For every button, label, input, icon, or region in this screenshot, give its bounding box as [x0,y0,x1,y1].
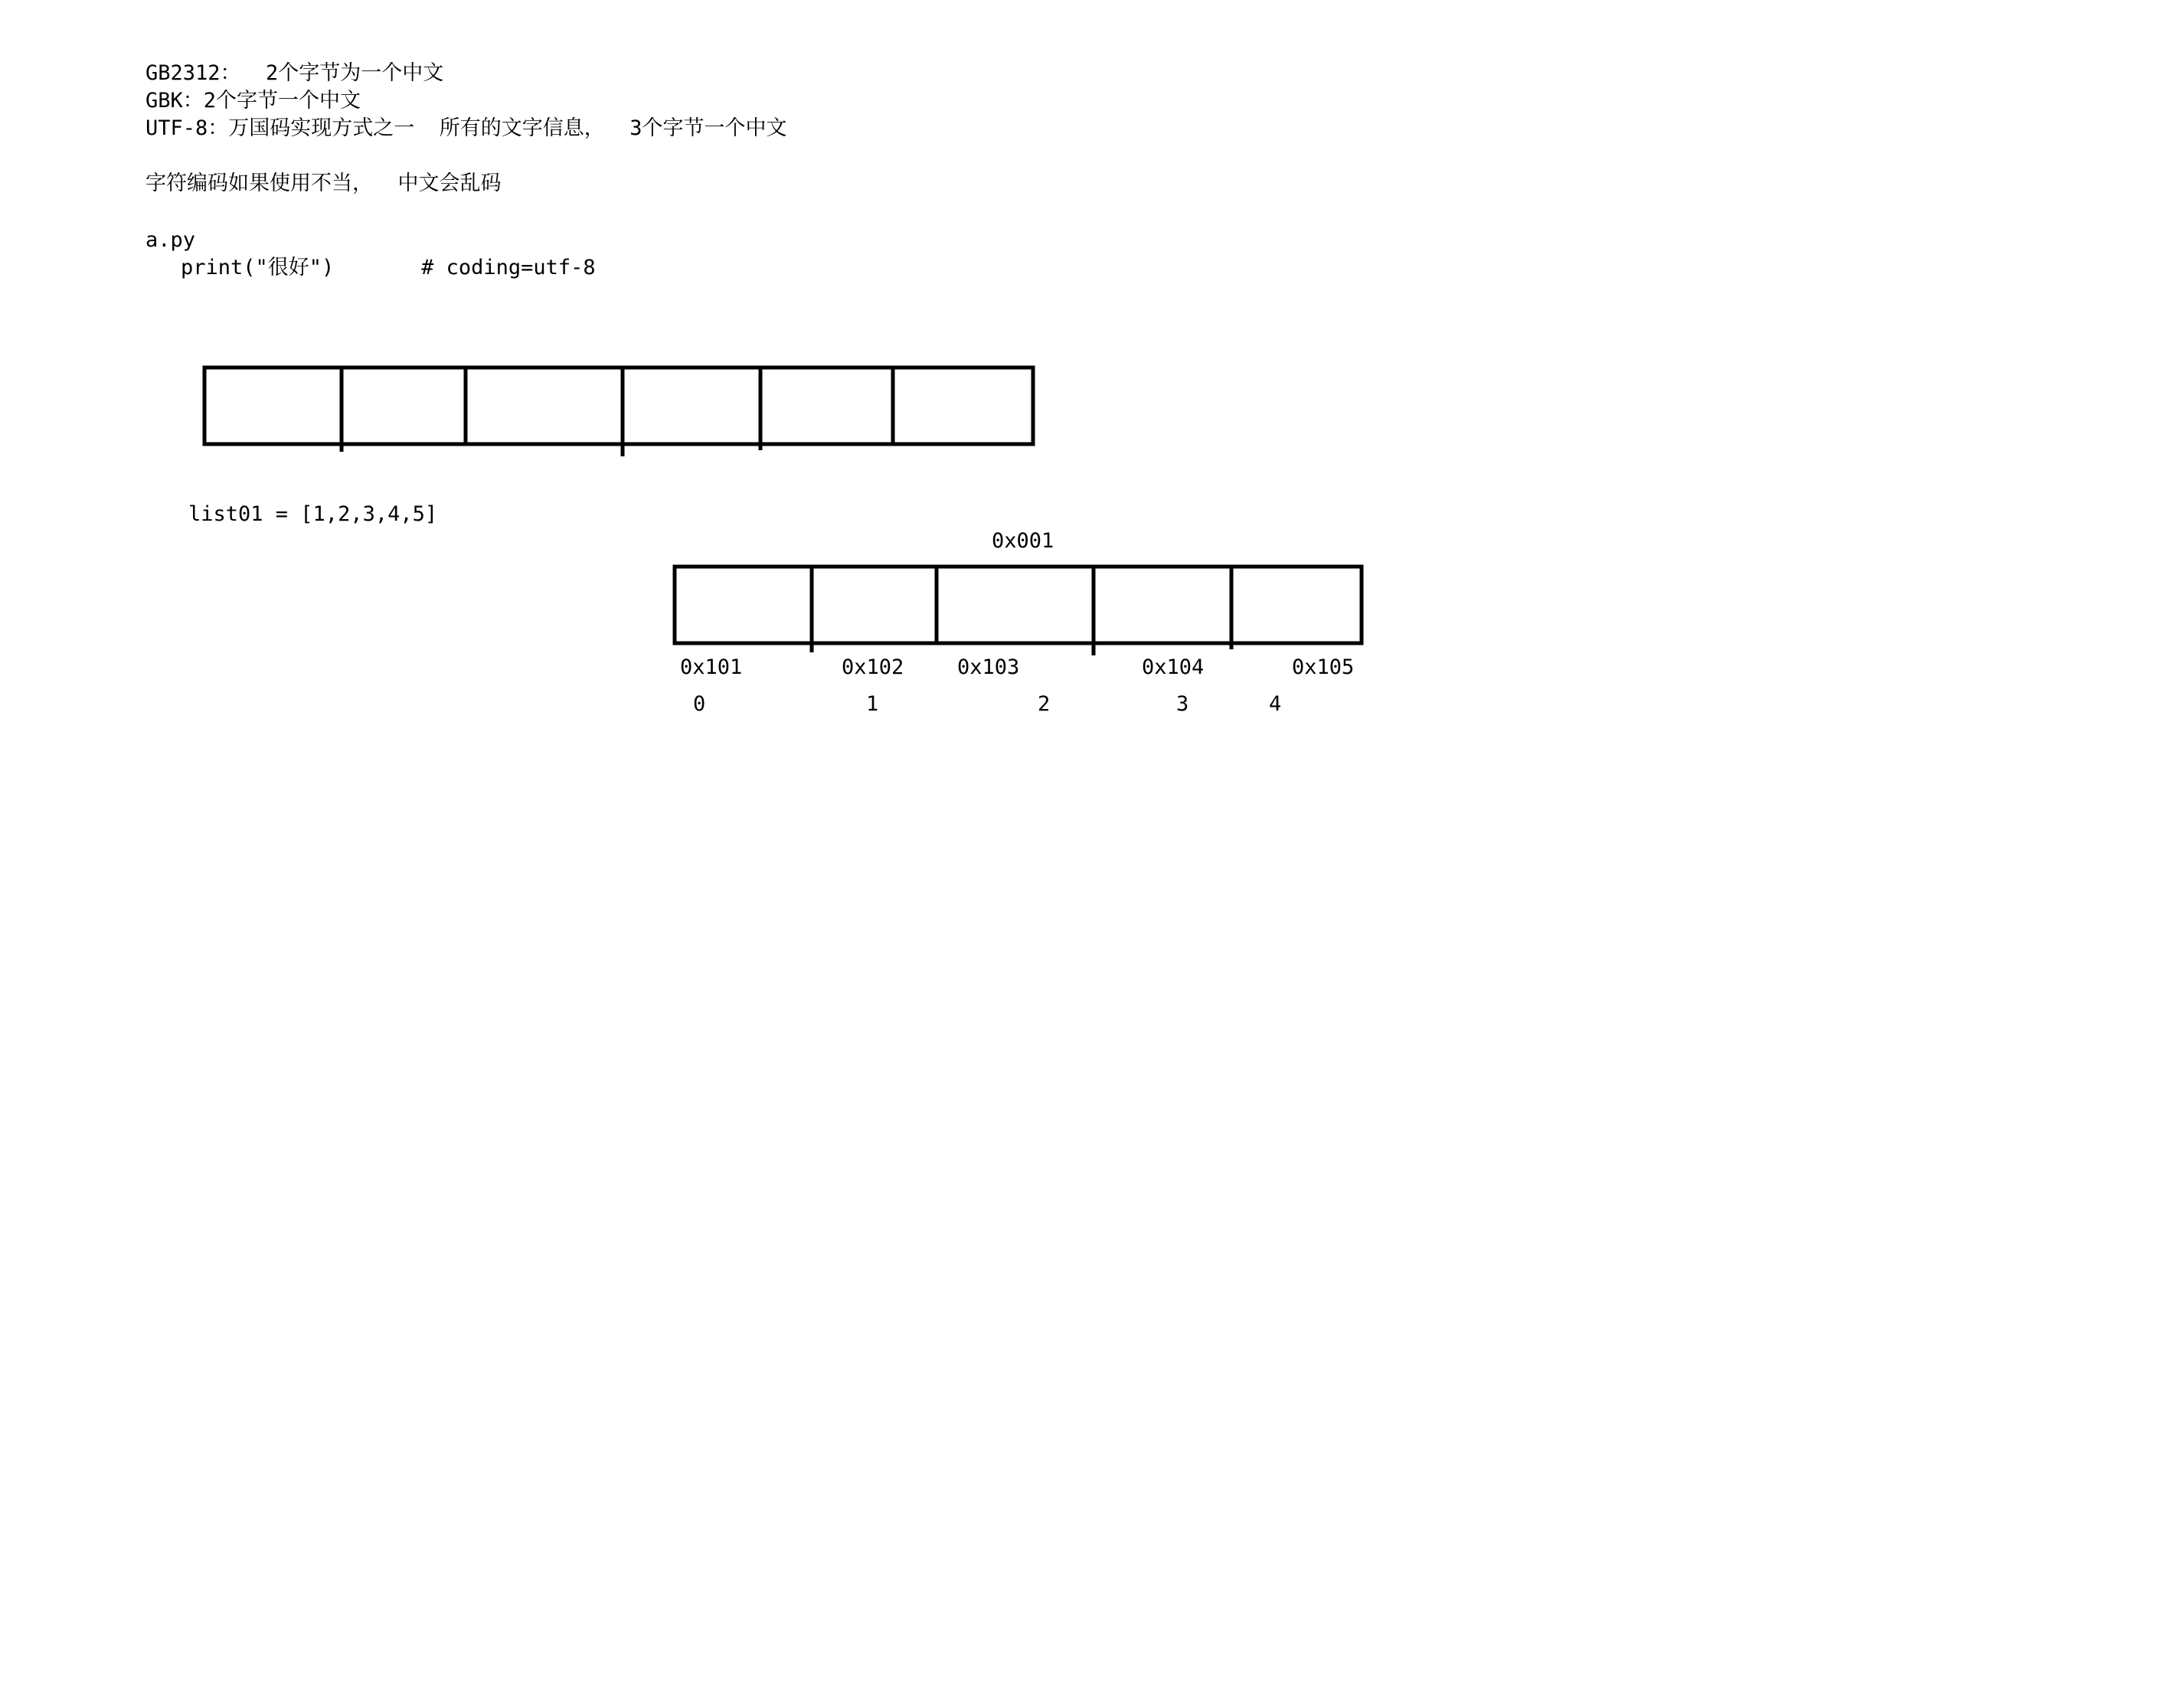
note-gb2312: GB2312： 2个字节为一个中文 [145,61,444,85]
element-address-1: 0x102 [842,655,904,679]
element-index-1: 1 [866,692,879,716]
element-index-4: 4 [1269,692,1282,716]
file-name: a.py [145,228,196,252]
element-address-4: 0x105 [1292,655,1355,679]
list-address-label: 0x001 [992,529,1054,553]
list-code: list01 = [1,2,3,4,5] [188,502,438,526]
code-print-line: print("很好") # coding=utf-8 [181,256,596,279]
element-index-3: 3 [1176,692,1189,716]
note-utf8: UTF-8：万国码实现方式之一 所有的文字信息， 3个字节一个中文 [145,116,787,140]
note-gbk: GBK：2个字节一个中文 [145,89,361,113]
list-memory-outline [675,567,1362,643]
element-index-2: 2 [1038,692,1051,716]
element-index-0: 0 [693,692,706,716]
element-address-0: 0x101 [680,655,743,679]
element-address-3: 0x104 [1142,655,1205,679]
element-address-2: 0x103 [957,655,1020,679]
note-garbled-warning: 字符编码如果使用不当， 中文会乱码 [145,172,502,195]
